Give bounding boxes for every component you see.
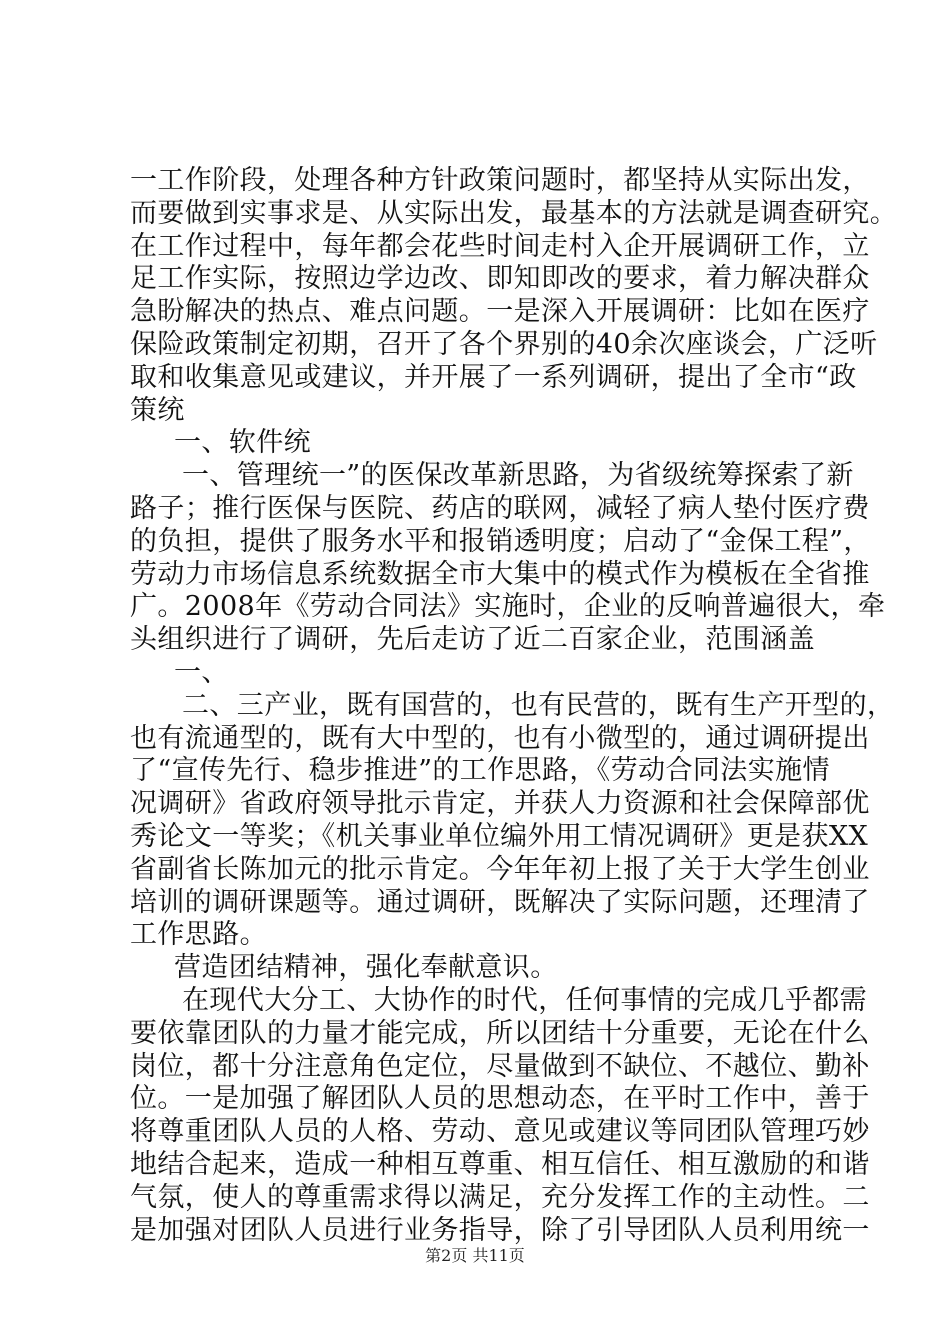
text-line: 气氛，使人的尊重需求得以满足，充分发挥工作的主动性。二 bbox=[130, 1181, 870, 1213]
text-line: 也有流通型的，既有大中型的，也有小微型的，通过调研提出 bbox=[130, 722, 870, 754]
text-line: 了“宣传先行、稳步推进”的工作思路，《劳动合同法实施情 bbox=[130, 755, 830, 787]
text-line: 一、 bbox=[174, 656, 229, 688]
text-line: 位。一是加强了解团队人员的思想动态，在平时工作中，善于 bbox=[130, 1083, 870, 1115]
document-body bbox=[130, 165, 898, 1247]
text-line: 路子；推行医保与医院、药店的联网，减轻了病人垫付医疗费 bbox=[130, 492, 870, 524]
text-line: 取和收集意见或建议，并开展了一系列调研，提出了全市“政 bbox=[130, 361, 857, 393]
text-line: 二、三产业，既有国营的，也有民营的，既有生产开型的， bbox=[182, 689, 895, 721]
page-footer: 第2页 共11页 bbox=[425, 1246, 525, 1265]
text-line: 一工作阶段，处理各种方针政策问题时，都坚持从实际出发， bbox=[130, 165, 870, 196]
text-line: 在现代大分工、大协作的时代，任何事情的完成几乎都需 bbox=[182, 984, 867, 1016]
text-line: 头组织进行了调研，先后走访了近二百家企业，范围涵盖 bbox=[130, 624, 815, 656]
text-line: 省副省长陈加元的批示肯定。今年年初上报了关于大学生创业 bbox=[130, 853, 870, 885]
text-line: 营造团结精神，强化奉献意识。 bbox=[174, 952, 558, 984]
text-line: 在工作过程中，每年都会花些时间走村入企开展调研工作，立 bbox=[130, 230, 870, 262]
text-line: 工作思路。 bbox=[130, 919, 267, 951]
text-line: 一、软件统 bbox=[174, 427, 311, 459]
text-line: 的负担，提供了服务水平和报销透明度；启动了“金保工程”， bbox=[130, 525, 871, 557]
text-line: 广。2008年《劳动合同法》实施时，企业的反响普遍很大，牵 bbox=[130, 591, 886, 623]
text-line: 劳动力市场信息系统数据全市大集中的模式作为模板在全省推 bbox=[130, 558, 870, 590]
text-line: 急盼解决的热点、难点问题。一是深入开展调研：比如在医疗 bbox=[130, 296, 870, 328]
text-line: 况调研》省政府领导批示肯定，并获人力资源和社会保障部优 bbox=[130, 788, 870, 820]
text-line: 要依靠团队的力量才能完成，所以团结十分重要，无论在什么 bbox=[130, 1017, 870, 1049]
text-line: 而要做到实事求是、从实际出发，最基本的方法就是调查研究。 bbox=[130, 197, 898, 229]
text-line: 策统 bbox=[130, 394, 185, 426]
text-line: 秀论文一等奖；《机关事业单位编外用工情况调研》更是获XX bbox=[130, 820, 869, 852]
text-line: 岗位，都十分注意角色定位，尽量做到不缺位、不越位、勤补 bbox=[130, 1050, 870, 1082]
text-line: 一、管理统一”的医保改革新思路，为省级统筹探索了新 bbox=[182, 460, 854, 492]
text-line: 培训的调研课题等。通过调研，既解决了实际问题，还理清了 bbox=[130, 886, 870, 918]
text-line: 足工作实际，按照边学边改、即知即改的要求，着力解决群众 bbox=[130, 263, 870, 295]
text-line: 将尊重团队人员的人格、劳动、意见或建议等同团队管理巧妙 bbox=[130, 1116, 870, 1148]
text-line: 是加强对团队人员进行业务指导，除了引导团队人员利用统一 bbox=[130, 1214, 870, 1246]
text-line: 地结合起来，造成一种相互尊重、相互信任、相互激励的和谐 bbox=[130, 1148, 870, 1180]
text-line: 保险政策制定初期，召开了各个界别的40余次座谈会，广泛听 bbox=[130, 328, 878, 360]
